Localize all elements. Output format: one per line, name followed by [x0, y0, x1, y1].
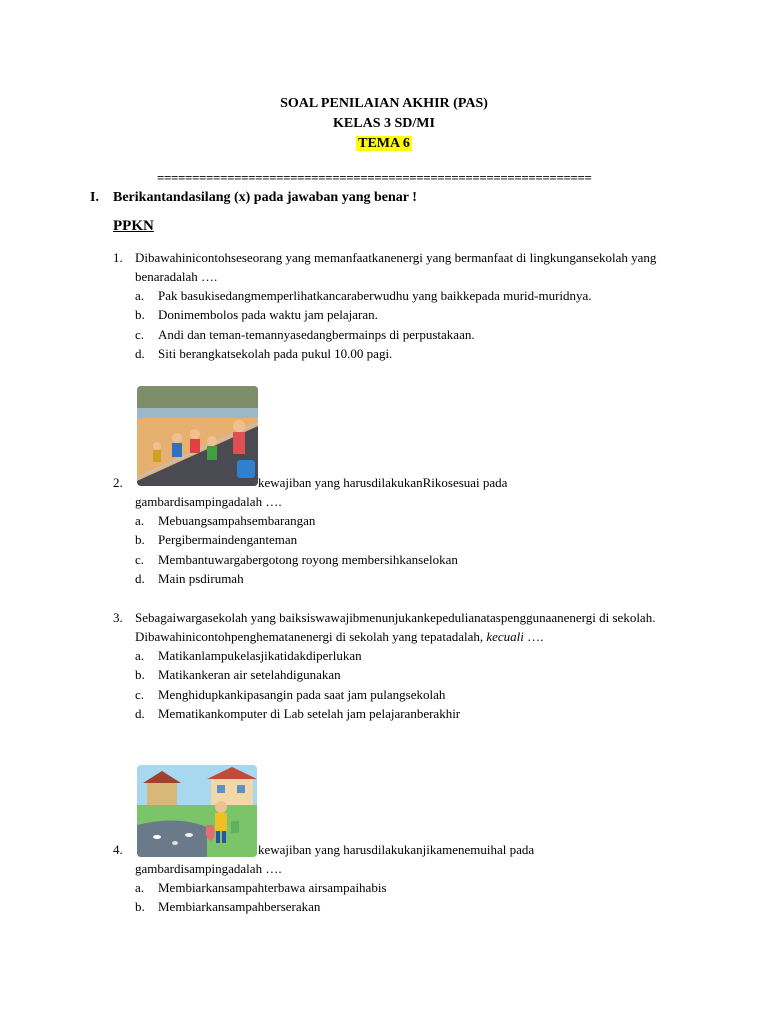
option-letter: d.: [135, 705, 145, 721]
option-text: Donimembolos pada waktu jam pelajaran.: [158, 307, 378, 323]
question-emphasis: kecuali: [486, 629, 524, 644]
option-letter: b.: [135, 307, 145, 323]
question-text-continued: gambardisampingadalah ….: [135, 494, 282, 509]
gotong-royong-image: [137, 386, 258, 486]
question-4: [113, 840, 675, 917]
option-text: Matikankeran air setelahdigunakan: [158, 667, 341, 683]
question-text: Sebagaiwargasekolah yang baiksiswawajibmenunjukankepedulianataspenggunaanenergi di sekolah. Dibawahinicontohpenghematanenergi di sekolah yang tepatadalah,: [135, 610, 656, 644]
question-text-block: [113, 473, 675, 511]
question-3: [113, 608, 675, 723]
option-a[interactable]: [113, 646, 675, 665]
option-text: Membiarkansampahterbawa airsampaihabis: [158, 880, 387, 895]
option-a[interactable]: [113, 286, 675, 305]
option-text: Membantuwargabergotong royong membersihkanselokan: [158, 551, 458, 567]
instruction-text: Berikantandasilang (x) pada jawaban yang benar !: [113, 190, 417, 205]
option-text: Pak basukisedangmemperlihatkancaraberwudhu yang baikkepada murid-muridnya.: [158, 288, 592, 303]
option-d[interactable]: [113, 704, 675, 723]
option-list: [113, 511, 675, 588]
option-c[interactable]: [113, 550, 675, 569]
option-letter: c.: [135, 551, 145, 567]
gotong-royong-illustration: [137, 386, 258, 486]
question-text-block: [113, 608, 675, 646]
option-b[interactable]: [113, 897, 675, 916]
question-number: 2.: [113, 475, 123, 490]
question-text-continued: gambardisampingadalah ….: [135, 861, 282, 876]
question-text: kewajiban yang harusdilakukanRikosesuai pada: [258, 475, 508, 490]
option-d[interactable]: [113, 569, 675, 588]
option-b[interactable]: [113, 530, 675, 549]
header-class: KELAS 3 SD/MI: [333, 116, 435, 131]
document-header: [0, 94, 768, 154]
option-d[interactable]: [113, 344, 675, 363]
option-letter: a.: [135, 880, 145, 895]
option-c[interactable]: [113, 685, 675, 704]
option-letter: d.: [135, 345, 145, 361]
option-text: Mematikankomputer di Lab setelah jam pelajaranberakhir: [158, 705, 461, 721]
option-text: Mebuangsampahsembarangan: [158, 513, 316, 528]
section-instruction: [90, 190, 417, 206]
option-b[interactable]: [113, 305, 675, 324]
option-text: Matikanlampukelasjikatidakdiperlukan: [158, 648, 362, 663]
option-list: [113, 878, 675, 917]
option-text: Pergibermaindenganteman: [158, 532, 298, 548]
question-text-block: [113, 840, 675, 878]
question-text: kewajiban yang harusdilakukanjikamenemuihal pada: [258, 842, 535, 857]
header-theme: TEMA 6: [358, 136, 410, 151]
question-1: [113, 248, 675, 363]
question-2: [113, 473, 675, 588]
option-letter: b.: [135, 532, 145, 548]
option-text: Menghidupkankipasangin pada saat jam pulangsekolah: [158, 686, 446, 702]
divider-line: ==============================================================: [157, 170, 592, 185]
option-list: [113, 646, 675, 723]
option-text: Main psdirumah: [158, 570, 244, 586]
option-b[interactable]: [113, 665, 675, 684]
option-letter: a.: [135, 288, 145, 303]
option-list: [113, 286, 675, 363]
header-title: SOAL PENILAIAN AKHIR (PAS): [280, 96, 488, 111]
section-number: I.: [90, 190, 99, 205]
option-letter: c.: [135, 326, 145, 342]
question-number: 3.: [113, 610, 123, 625]
option-letter: a.: [135, 513, 145, 528]
option-letter: c.: [135, 686, 145, 702]
option-letter: d.: [135, 570, 145, 586]
option-a[interactable]: [113, 511, 675, 530]
option-letter: a.: [135, 648, 145, 663]
question-text: Dibawahinicontohseseorang yang memanfaatkanenergi yang bermanfaat di lingkungansekolah yang benaradalah ….: [135, 250, 657, 284]
option-letter: b.: [135, 667, 145, 683]
question-number: 4.: [113, 842, 123, 857]
option-c[interactable]: [113, 325, 675, 344]
question-number: 1.: [113, 250, 123, 265]
subject-heading: PPKN: [113, 218, 154, 234]
question-text-end: ….: [527, 629, 544, 644]
option-text: Andi dan teman-temannyasedangbermainps di perpustakaan.: [158, 326, 475, 342]
option-text: Membiarkansampahberserakan: [158, 899, 321, 915]
option-a[interactable]: [113, 878, 675, 897]
option-letter: b.: [135, 899, 145, 915]
option-text: Siti berangkatsekolah pada pukul 10.00 pagi.: [158, 345, 393, 361]
